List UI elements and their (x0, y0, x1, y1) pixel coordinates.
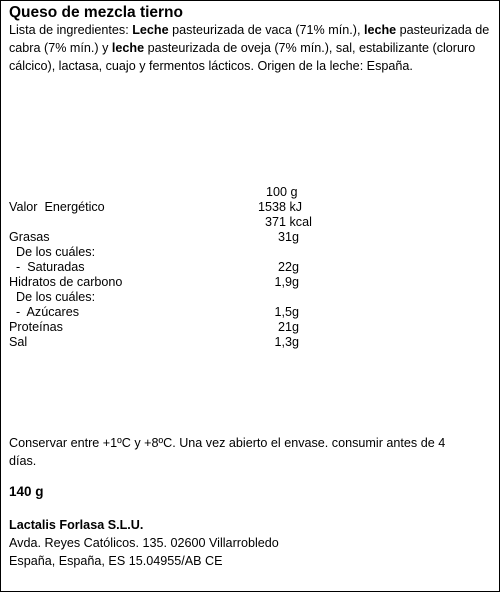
nutrition-row-sugars (9, 305, 309, 320)
nutrition-row-fat-sub-header (9, 245, 309, 260)
storage-instructions: Conservar entre +1ºC y +8ºC. Una vez abierto el envase. consumir antes de 4 días. (9, 436, 446, 468)
nutrition-value: 1,5g (274, 305, 299, 319)
manufacturer-address: Avda. Reyes Católicos. 135. 02600 Villarrobledo (9, 536, 279, 550)
nutrition-label: De los cuáles: (9, 245, 96, 259)
ingredients-text (9, 21, 491, 75)
nutrition-row-fat (9, 230, 309, 245)
product-title: Queso de mezcla tierno (9, 4, 183, 21)
nutrition-row-saturated (9, 260, 309, 275)
ingredients-part: pasteurizada de vaca (71% mín.), (168, 23, 364, 37)
nutrition-value: 21g (277, 320, 299, 334)
nutrition-row-energy-kcal (9, 215, 312, 230)
nutrition-row-carbs (9, 275, 309, 290)
net-weight: 140 g (9, 484, 44, 499)
ingredients-part: pasteurizada de cabra (7% mín.) y (9, 23, 490, 55)
nutrition-label: Valor Energético (9, 200, 105, 214)
nutrition-row-salt (9, 335, 309, 350)
nutrition-row-energy (9, 200, 309, 215)
nutrition-label: Grasas (9, 230, 50, 244)
nutrition-label: Sal (9, 335, 28, 349)
nutrition-value: 22g (277, 260, 299, 274)
manufacturer-country-registry: España, España, ES 15.04955/AB CE (9, 554, 223, 568)
nutrition-label: - Saturadas (9, 260, 85, 274)
nutrition-row-carbs-sub-header (9, 290, 309, 305)
nutrition-label: Proteínas (9, 320, 63, 334)
allergen-leche: leche (363, 23, 397, 37)
nutrition-label: Hidratos de carbono (9, 275, 123, 289)
nutrition-label: De los cuáles: (9, 290, 96, 304)
manufacturer-name: Lactalis Forlasa S.L.U. (9, 518, 144, 532)
allergen-leche: Leche (132, 23, 169, 37)
nutrition-value: 1,3g (274, 335, 299, 349)
nutrition-per-100g-header: 100 g (266, 185, 298, 199)
nutrition-row-protein (9, 320, 309, 335)
allergen-leche: leche (111, 41, 145, 55)
nutrition-value-kj: 1538 kJ (258, 200, 303, 214)
nutrition-value-kcal: 371 kcal (265, 215, 312, 229)
ingredients-part: pasteurizada de oveja (7% mín.), sal, estabilizante (cloruro cálcico), lactasa, cuajo y fermentos lácticos. Origen de la leche: España. (9, 41, 476, 73)
ingredients-part: Lista de ingredientes: (9, 23, 133, 37)
nutrition-label: - Azúcares (9, 305, 79, 319)
nutrition-value: 1,9g (274, 275, 299, 289)
nutrition-value: 31g (277, 230, 299, 244)
